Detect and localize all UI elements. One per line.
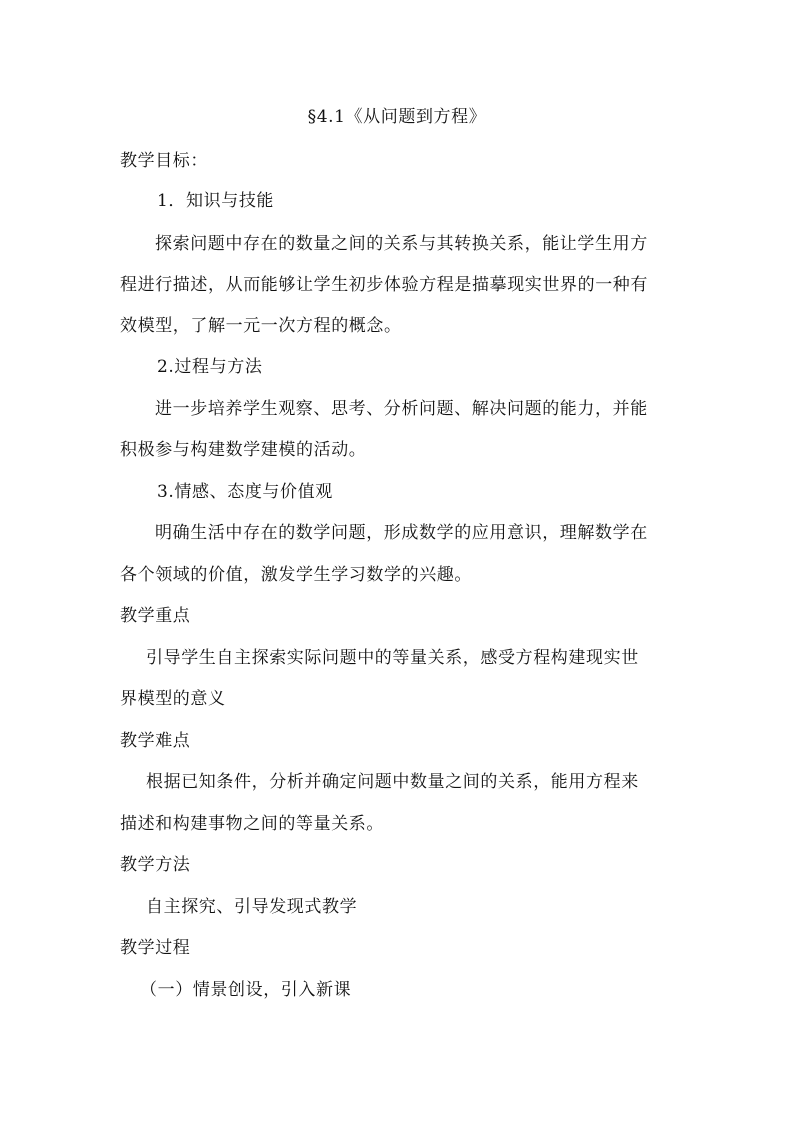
difficulties-heading: 教学难点 — [120, 731, 191, 751]
process-heading: 教学过程 — [120, 938, 191, 958]
method-text: 自主探究、引导发现式教学 — [146, 897, 358, 917]
objective-1-text-line-2: 程进行描述，从而能够让学生初步体验方程是描摹现实世界的一种有 — [120, 275, 648, 295]
objective-1-text-line-3: 效模型，了解一元一次方程的概念。 — [120, 316, 402, 336]
key-points-text-line-2: 界模型的意义 — [120, 689, 226, 709]
method-heading: 教学方法 — [120, 855, 191, 875]
objectives-heading: 教学目标： — [120, 151, 208, 171]
objective-3-heading: 3.情感、态度与价值观 — [157, 482, 333, 502]
objective-3-text-line-2: 各个领域的价值，激发学生学习数学的兴趣。 — [120, 565, 472, 585]
difficulties-text-line-2: 描述和构建事物之间的等量关系。 — [120, 814, 384, 834]
objective-2-heading: 2.过程与方法 — [157, 357, 263, 377]
objective-2-text-line-2: 积极参与构建数学建模的活动。 — [120, 440, 367, 460]
objective-1-heading: 1．知识与技能 — [157, 191, 275, 211]
objective-2-text-line-1: 进一步培养学生观察、思考、分析问题、解决问题的能力，并能 — [155, 399, 648, 419]
key-points-text-line-1: 引导学生自主探索实际问题中的等量关系，感受方程构建现实世 — [146, 648, 639, 668]
document-title: §4.1《从问题到方程》 — [307, 107, 487, 127]
objective-3-text-line-1: 明确生活中存在的数学问题，形成数学的应用意识，理解数学在 — [155, 523, 648, 543]
objective-1-text-line-1: 探索问题中存在的数量之间的关系与其转换关系，能让学生用方 — [155, 234, 648, 254]
process-item-1: （一）情景创设，引入新课 — [140, 980, 352, 1000]
difficulties-text-line-1: 根据已知条件，分析并确定问题中数量之间的关系，能用方程来 — [146, 772, 639, 792]
key-points-heading: 教学重点 — [120, 606, 191, 626]
